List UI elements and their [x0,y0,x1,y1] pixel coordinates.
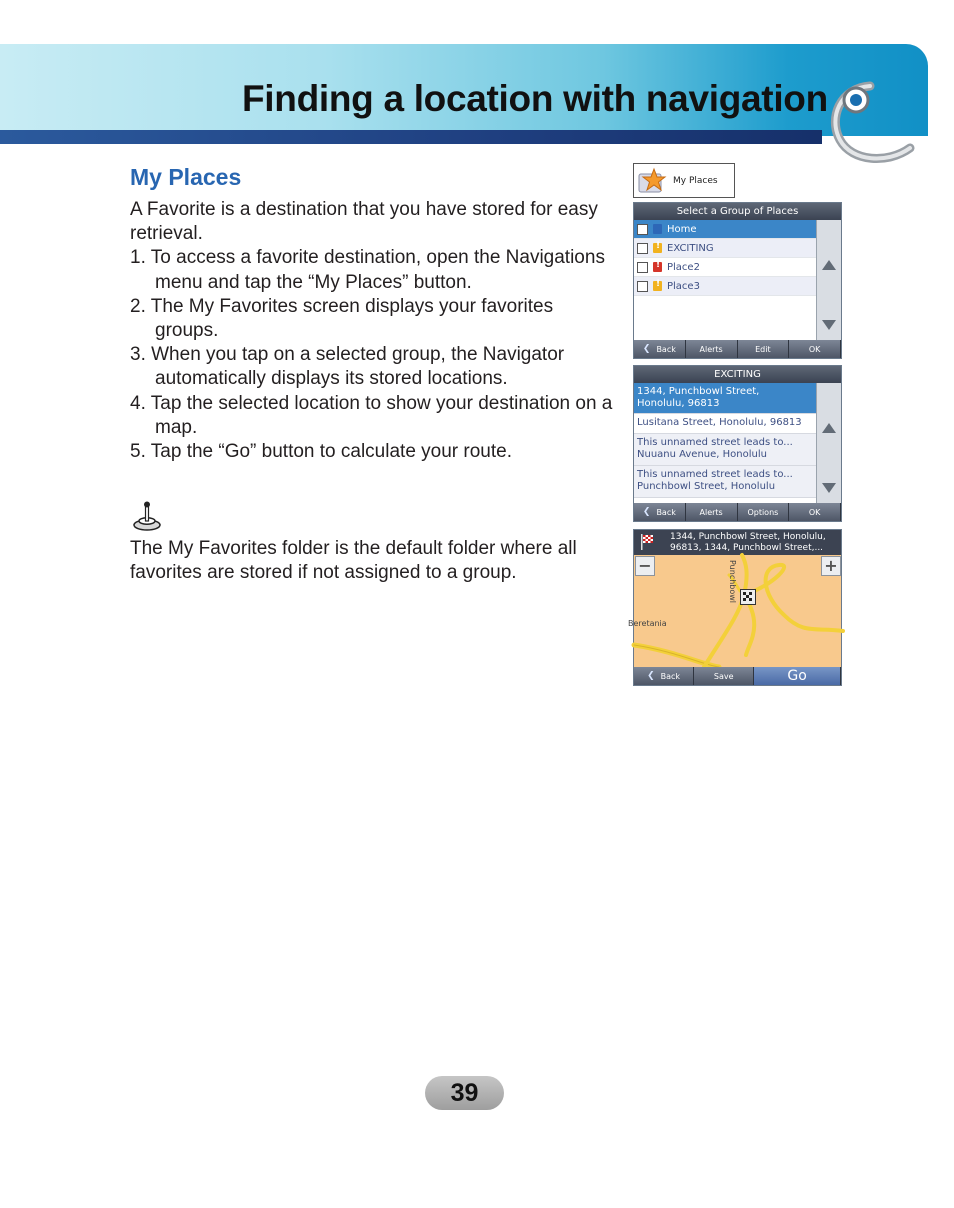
list-item-label: Place3 [667,280,700,292]
groups-title: Select a Group of Places [634,203,841,220]
zoom-out-button[interactable]: − [635,556,655,576]
intro-paragraph: A Favorite is a destination that you have stored for easy retrieval. [130,199,598,245]
locations-title: EXCITING [634,366,841,383]
map-address-line: 96813, 1344, Punchbowl Street,... [670,543,824,553]
swoosh-logo-icon [826,78,922,166]
list-item-label: Home [667,223,697,235]
go-button[interactable]: Go [754,667,841,685]
edit-button[interactable]: Edit [738,340,790,358]
body-text [130,198,620,464]
list-item[interactable] [634,466,817,498]
back-button[interactable]: ❮ Back [634,340,686,358]
groups-list [634,220,817,296]
star-folder-icon [637,166,667,196]
scroll-down-icon[interactable] [822,483,836,493]
step-item: 5. Tap the “Go” button to calculate your route. [130,441,512,463]
list-item[interactable] [634,258,817,277]
alerts-button[interactable]: Alerts [686,340,738,358]
list-item[interactable] [634,220,817,239]
location-line: Nuuanu Avenue, Honolulu [637,449,767,460]
checkbox[interactable] [637,281,648,292]
options-button[interactable]: Options [738,503,790,521]
list-item[interactable] [634,434,817,466]
scroll-down-icon[interactable] [822,320,836,330]
step-item: 4. Tap the selected location to show your destination on a map. [130,392,613,438]
map-screen [628,529,842,686]
step-item: 2. The My Favorites screen displays your favorites groups. [130,295,554,342]
groups-screen [633,202,842,359]
checkbox[interactable] [637,243,648,254]
list-item[interactable] [634,383,817,414]
home-flag-icon [653,224,662,234]
street-label: Punchbowl [728,560,737,604]
road-network [634,555,843,667]
map-view[interactable] [628,555,841,667]
step-item: 3. When you tap on a selected group, the Navigator automatically displays its stored locations. [130,344,565,390]
groups-toolbar [634,340,841,358]
location-line: Honolulu, 96813 [637,398,720,409]
scroll-up-icon[interactable] [822,423,836,433]
locations-screen [633,365,842,522]
list-item[interactable] [634,239,817,258]
group-flag-icon [653,243,662,253]
location-line: Lusitana Street, Honolulu, 96813 [637,417,802,428]
ok-button[interactable]: OK [789,340,841,358]
street-label: Beretania [628,619,667,628]
location-line: This unnamed street leads to... [637,437,793,448]
locations-list [634,383,817,498]
list-item[interactable] [634,414,817,434]
joystick-note-icon [131,500,163,532]
map-address-line: 1344, Punchbowl Street, Honolulu, [670,532,826,542]
save-button[interactable]: Save [694,667,754,685]
page-title: Finding a location with navigation [242,78,828,119]
back-button[interactable]: ❮ Back [634,667,694,685]
destination-flag-icon [740,589,756,605]
map-address-bar [634,530,841,555]
scrollbar[interactable] [816,383,841,504]
back-button[interactable]: ❮ Back [634,503,686,521]
checkered-flag-icon [640,534,654,550]
scrollbar[interactable] [816,220,841,341]
locations-toolbar [634,503,841,521]
zoom-in-button[interactable]: + [821,556,841,576]
scroll-up-icon[interactable] [822,260,836,270]
location-line: Punchbowl Street, Honolulu [637,481,776,492]
checkbox[interactable] [637,262,648,273]
location-line: 1344, Punchbowl Street, [637,386,760,397]
section-heading: My Places [130,164,242,190]
list-item-label: EXCITING [667,242,714,254]
page-number: 39 [425,1076,504,1110]
my-places-label: My Places [673,175,718,186]
alerts-button[interactable]: Alerts [686,503,738,521]
step-item: 1. To access a favorite destination, open the Navigations menu and tap the “My Places” button. [130,247,605,293]
list-item-label: Place2 [667,261,700,273]
location-line: This unnamed street leads to... [637,469,793,480]
map-toolbar [634,667,841,685]
ok-button[interactable]: OK [789,503,841,521]
steps-list [130,246,620,464]
list-item[interactable] [634,277,817,296]
group-flag-icon [653,281,662,291]
note-text: The My Favorites folder is the default folder where all favorites are stored if not assigned to a group. [130,538,577,584]
group-flag-icon [653,262,662,272]
my-places-button[interactable] [633,163,735,198]
header-stripe [0,130,822,144]
checkbox[interactable] [637,224,648,235]
